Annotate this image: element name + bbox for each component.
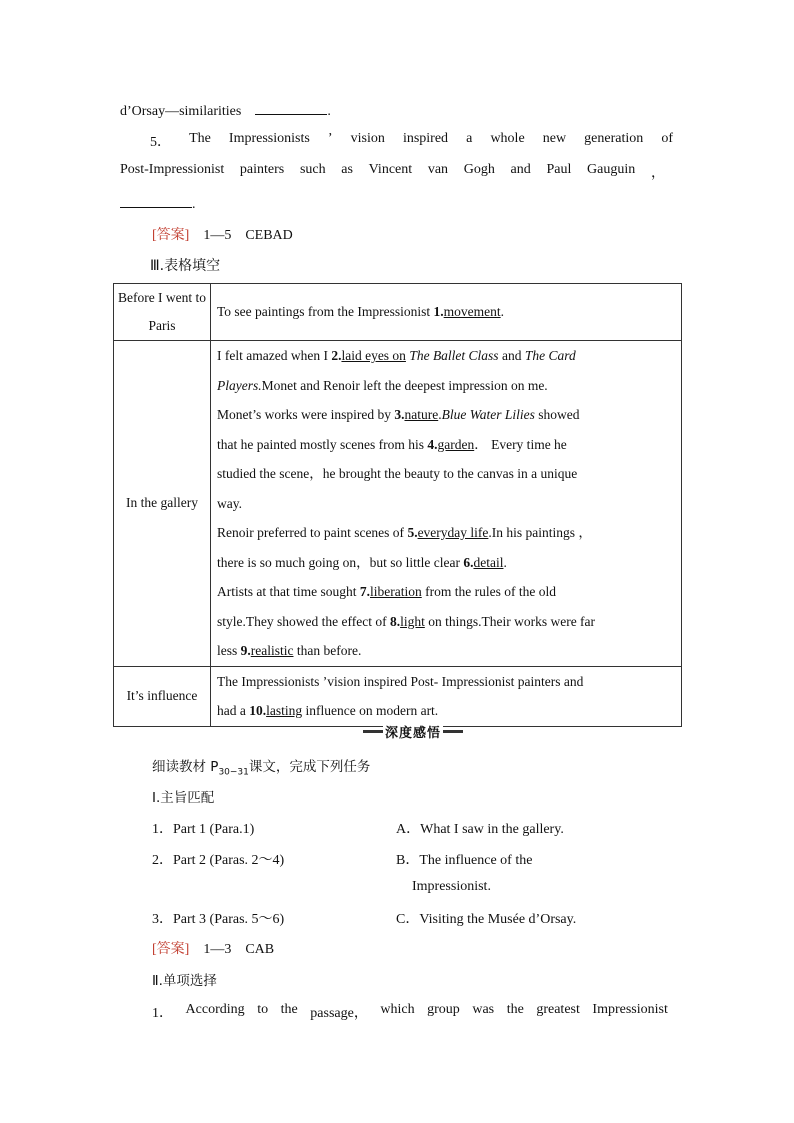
match-right-1: A．What I saw in the gallery. xyxy=(396,822,564,837)
match-right-3: C．Visiting the Musée d’Orsay. xyxy=(396,912,577,927)
row-label: Before I went to Paris xyxy=(114,284,211,341)
answer-2: [答案] 1—3 CAB xyxy=(152,942,275,957)
row-content: I felt amazed when I 2.laid eyes on The Ballet Class and The Card Players.Monet and Renoir left the deepest impression on me. Monet’s works were inspired by 3.nature.Blue Water Lilies showed that he painted mostly scenes from his 4.garden． Every time he studied the scene，he brought the beauty to the canvas in a unique way. Renoir preferred to paint scenes of 5.everyday life.In his paintings ， there is so much going on，but so little clear 6.detail. Artists at that time sought 7.liberation from the rules of the old style.They showed the effect of 8.light on things.Their works were far less 9.realistic than before. xyxy=(211,341,682,667)
table-row xyxy=(114,666,682,726)
q4-tail: d’Orsay—similarities . xyxy=(120,100,331,120)
task-intro: 细读教材 $P_{30-31}$课文，完成下列任务 xyxy=(152,759,371,778)
fill-table xyxy=(113,283,682,727)
section-2-title: Ⅱ.单项选择 xyxy=(152,973,217,989)
row-label: It’s influence xyxy=(114,666,211,726)
row-label: In the gallery xyxy=(114,341,211,667)
answer-1: [答案] 1—5 CEBAD xyxy=(152,228,293,243)
section-1-title: Ⅰ.主旨匹配 xyxy=(152,790,215,806)
match-right-2-cont: Impressionist. xyxy=(412,879,491,894)
answer-blank[interactable] xyxy=(255,100,327,115)
answer-blank[interactable] xyxy=(120,193,192,208)
table-row xyxy=(114,284,682,341)
row-content: To see paintings from the Impressionist 1.movement. xyxy=(211,284,682,341)
table-row xyxy=(114,341,682,667)
q1-line: 1． According to the passage， which group was the greatest Impressionist xyxy=(152,1002,668,1021)
q5-line1: 5． The Impressionists ’ vision inspired a whole new generation of xyxy=(150,131,673,150)
section-3-title: Ⅲ.表格填空 xyxy=(150,258,221,274)
match-left-2: 2．Part 2 (Paras. 2～4) xyxy=(152,853,285,868)
section-label: 深度感悟 xyxy=(363,722,463,740)
match-right-2: B．The influence of the xyxy=(396,853,533,868)
match-left-1: 1．Part 1 (Para.1) xyxy=(152,822,255,837)
q5-line2: Post-Impressionist painters such as Vincent van Gogh and Paul Gauguin ， xyxy=(120,162,665,181)
q5-blank-line: . xyxy=(120,193,196,213)
row-content: The Impressionists ’vision inspired Post- Impressionist painters and had a 10.lasting influence on modern art. xyxy=(211,666,682,726)
match-left-3: 3．Part 3 (Paras. 5～6) xyxy=(152,912,285,927)
